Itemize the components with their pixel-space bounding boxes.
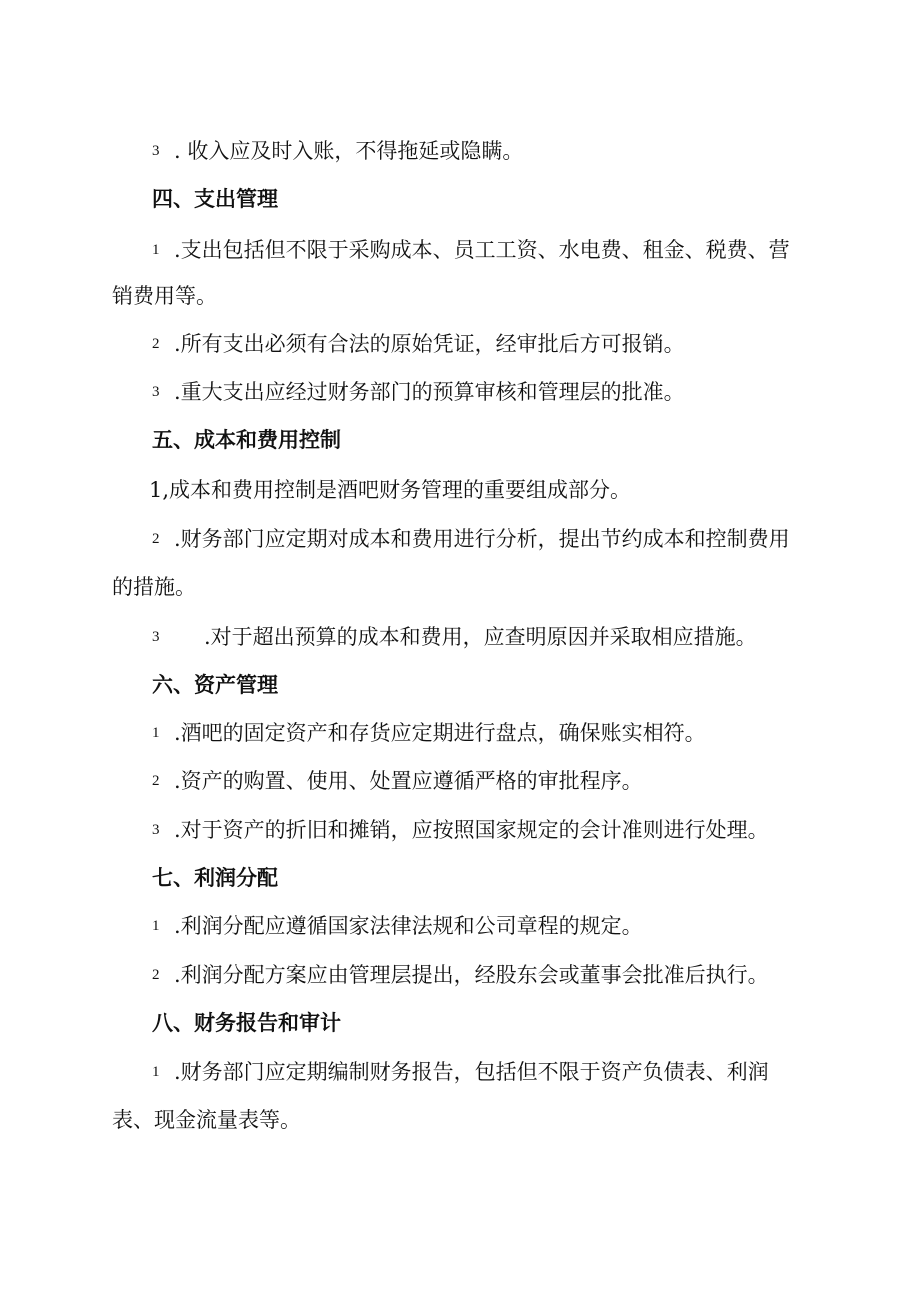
item-number: 1: [152, 1064, 160, 1080]
item-text: 销费用等。: [112, 284, 217, 308]
item-text: .酒吧的固定资产和存货应定期进行盘点，确保账实相符。: [174, 721, 706, 745]
section-title: 七、利润分配: [152, 866, 278, 890]
item-number: 1: [152, 725, 160, 741]
item-text: 的措施。: [112, 575, 196, 599]
item-number: 3: [152, 629, 160, 645]
section-title: 六、资产管理: [152, 673, 278, 697]
item-number: 3: [152, 143, 160, 159]
item-text: .利润分配方案应由管理层提出，经股东会或董事会批准后执行。: [174, 963, 769, 987]
item-text: .财务部门应定期编制财务报告，包括但不限于资产负债表、利润: [174, 1060, 769, 1084]
item-text: .所有支出必须有合法的原始凭证，经审批后方可报销。: [174, 332, 685, 356]
item-text: .对于超出预算的成本和费用，应查明原因并采取相应措施。: [204, 625, 757, 649]
item-number: 2: [152, 336, 160, 352]
item-number: 2: [152, 773, 160, 789]
item-text: .重大支出应经过财务部门的预算审核和管理层的批准。: [174, 380, 685, 404]
item-text: . 收入应及时入账，不得拖延或隐瞒。: [174, 139, 524, 163]
section-title: 八、财务报告和审计: [152, 1011, 341, 1035]
item-number: 3: [152, 822, 160, 838]
item-text: .利润分配应遵循国家法律法规和公司章程的规定。: [174, 914, 643, 938]
item-text: .对于资产的折旧和摊销，应按照国家规定的会计准则进行处理。: [174, 818, 769, 842]
section-title: 五、成本和费用控制: [152, 428, 341, 452]
item-number: 3: [152, 384, 160, 400]
item-text: .资产的购置、使用、处置应遵循严格的审批程序。: [174, 769, 643, 793]
item-text: 表、现金流量表等。: [112, 1108, 301, 1132]
item-number: 2: [152, 967, 160, 983]
item-text: .支出包括但不限于采购成本、员工工资、水电费、租金、税费、营: [174, 238, 790, 262]
item-text: 1,成本和费用控制是酒吧财务管理的重要组成部分。: [149, 478, 632, 502]
section-title: 四、支出管理: [152, 187, 278, 211]
item-text: .财务部门应定期对成本和费用进行分析，提出节约成本和控制费用: [174, 527, 790, 551]
item-number: 2: [152, 531, 160, 547]
item-number: 1: [152, 242, 160, 258]
item-number: 1: [152, 918, 160, 934]
